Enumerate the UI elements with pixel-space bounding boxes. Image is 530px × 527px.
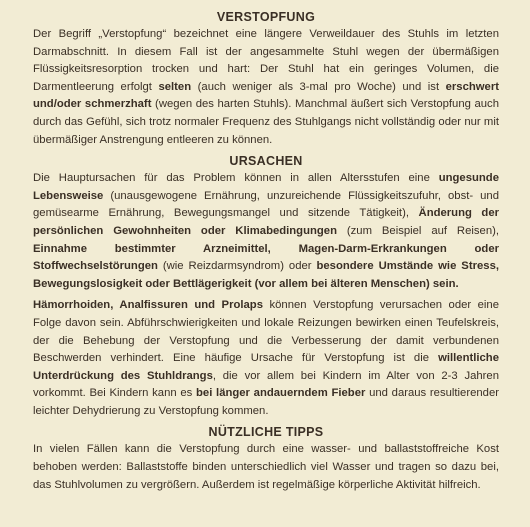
- text-run: können Verstopfung verursachen oder eine Folge davon sein. Abführschwierigkeiten und lokale Reizungen bewirken einen Teufelskreis, der die Behebung der Verstopfung und die Verbesserung der damit verbundenen Beschwerden verhindert. Eine häufige Ursache für Verstopfung ist die: [33, 299, 500, 365]
- text-run: , die vor allem bei Kindern im Alter von 2-3 Jahren vorkommt. Bei Kindern kann es: [33, 369, 499, 400]
- text-run: Die Hauptursachen für das Problem können in allen Altersstufen eine: [33, 172, 439, 185]
- paragraph-ursachen-2: [33, 297, 499, 420]
- paragraph-verstopfung: [33, 26, 499, 149]
- text-run: (auch weniger als 3-mal pro Woche) und ist: [191, 80, 446, 93]
- bold-run: Einnahme bestimmter Arzneimittel, Magen-Darm-Erkrankungen oder Stoffwechselstörungen: [33, 242, 499, 273]
- bold-run: Hämorrhoiden, Analfissuren und Prolaps: [33, 299, 263, 312]
- bold-run: selten: [158, 80, 192, 93]
- text-run: (wie Reizdarmsyndrom) oder: [157, 260, 317, 273]
- heading-ursachen: URSACHEN: [229, 154, 303, 169]
- bold-run: ungesunde Lebensweise: [33, 172, 499, 202]
- text-run: (wegen des harten Stuhls). Manchmal äußert sich Verstopfung auch durch das Gefühl, sich trotz normaler Frequenz des Stuhlgangs nicht vollständig oder nur mit übermäßiger Anstrengung entleeren zu können.: [33, 98, 499, 146]
- paragraph-ursachen-1: [33, 170, 499, 293]
- heading-tipps: NÜTZLICHE TIPPS: [208, 425, 324, 440]
- paragraph-tipps: In vielen Fällen kann die Verstopfung durch eine wasser- und ballaststoffreiche Kost behoben werden: Ballaststoffe binden unterschiedlich viel Wasser und tragen so dazu bei, das Stuhlvolumen zu vergrößern. Außerdem ist regelmäßige körperliche Aktivität hilfreich.: [33, 443, 499, 491]
- bold-run: Änderung der persönlichen Gewohnheiten oder Klimabedingungen: [33, 207, 500, 237]
- text-run: (unausgewogene Ernährung, unzureichende Flüssigkeitszufuhr, obst- und gemüsearme Ernährung, Bewegungsmangel und sitzende Tätigkeit),: [33, 189, 499, 220]
- bold-run: bei länger andauerndem Fieber: [196, 387, 366, 400]
- text-run: Der Begriff „Verstopfung“ bezeichnet eine längere Verweildauer des Stuhls im letzten Darmabschnitt. In diesem Fall ist der angesammelte Stuhl wegen der übermäßigen Flüssigkeitsresorption trocken und hart: Der Stuhl hat ein geringes Volumen, die Darmentleerung erfolgt: [33, 28, 499, 93]
- bold-run: besondere Umstände wie Stress, Bewegungslosigkeit oder Bettlägerigkeit (vor allem bei älteren Menschen) sein.: [33, 260, 499, 290]
- text-run: (zum Beispiel auf Reisen),: [336, 224, 500, 237]
- bold-run: erschwert und/oder schmerzhaft: [33, 80, 499, 111]
- heading-verstopfung: VERSTOPFUNG: [216, 10, 316, 24]
- text-run: und daraus resultierender leichter Dehydrierung zu Verstopfung kommen.: [33, 387, 499, 417]
- bold-run: willentliche Unterdrückung des Stuhldrangs: [33, 352, 499, 382]
